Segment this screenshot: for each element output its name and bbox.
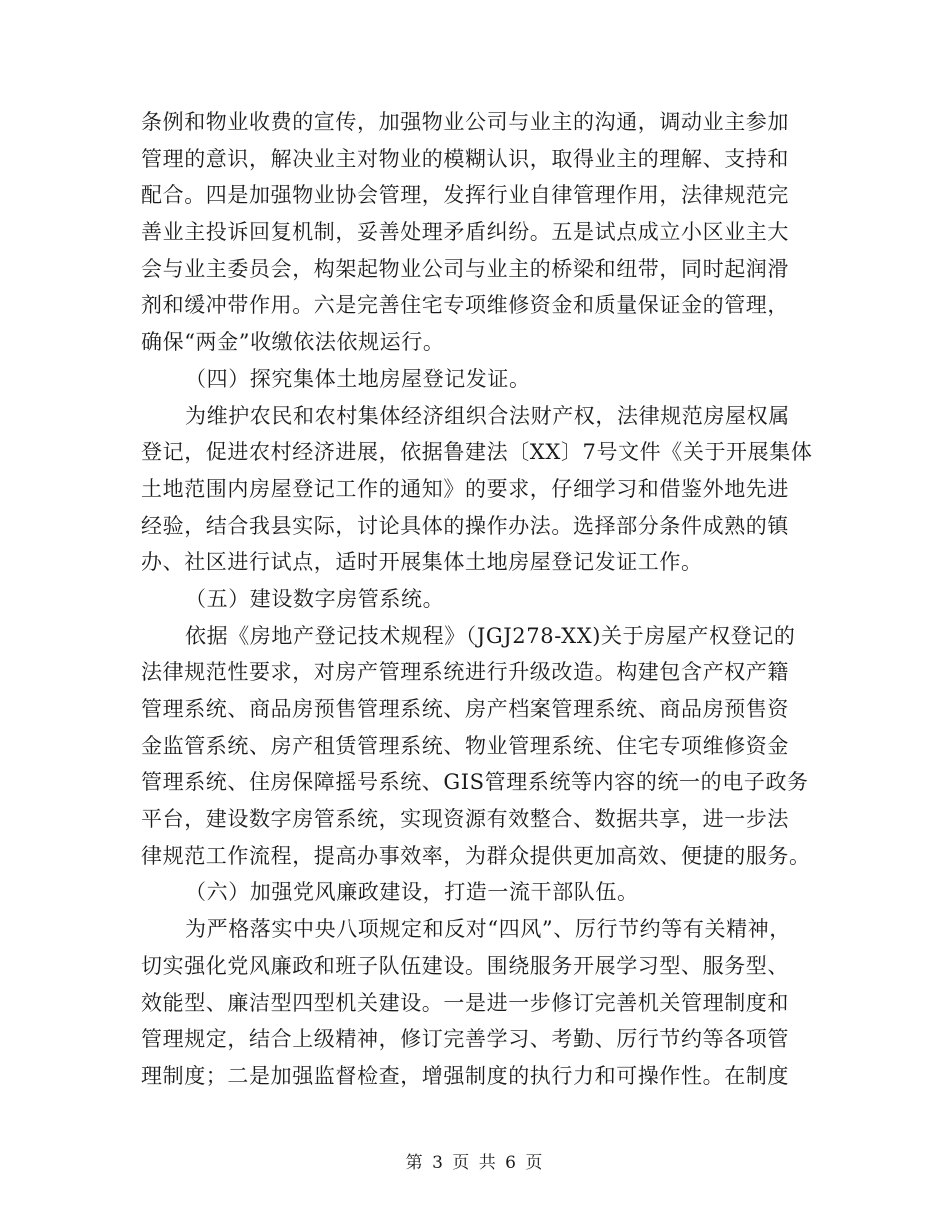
text-line: 律规范工作流程，提高办事效率，为群众提供更加高效、便捷的服务。 [141, 843, 811, 868]
text-line: 配合。四是加强物业协会管理，发挥行业自律管理作用，法律规范完 [141, 183, 789, 208]
text-line: 平台，建设数字房管系统，实现资源有效整合、数据共享，进一步法 [141, 807, 789, 832]
text-line: 登记，促进农村经济进展，依据鲁建法〔XX〕7号文件《关于开展集体 [141, 440, 813, 465]
text-line: （五）建设数字房管系统。 [185, 586, 445, 611]
text-line: 法律规范性要求，对房产管理系统进行升级改造。构建包含产权产籍 [141, 660, 789, 685]
document-body [141, 104, 813, 1095]
text-line: 剂和缓冲带作用。六是完善住宅专项维修资金和质量保证金的管理， [141, 293, 789, 318]
text-line: 条例和物业收费的宣传，加强物业公司与业主的沟通，调动业主参加 [141, 110, 789, 134]
text-line: 管理的意识，解决业主对物业的模糊认识，取得业主的理解、支持和 [141, 146, 789, 171]
text-line: （六）加强党风廉政建设，打造一流干部队伍。 [185, 880, 639, 905]
text-line: 效能型、廉洁型四型机关建设。一是进一步修订完善机关管理制度和 [141, 990, 789, 1015]
text-line: 为维护农民和农村集体经济组织合法财产权，法律规范房屋权属 [185, 403, 790, 428]
text-line: 会与业主委员会，构架起物业公司与业主的桥梁和纽带，同时起润滑 [141, 256, 789, 281]
text-line: （四）探究集体土地房屋登记发证。 [185, 366, 531, 391]
text-line: 经验，结合我县实际，讨论具体的操作办法。选择部分条件成熟的镇 [141, 513, 789, 538]
text-line: 管理规定，结合上级精神，修订完善学习、考勤、厉行节约等各项管 [141, 1027, 789, 1052]
text-line: 善业主投诉回复机制，妥善处理矛盾纠纷。五是试点成立小区业主大 [141, 220, 789, 245]
text-line: 金监管系统、房产租赁管理系统、物业管理系统、住宅专项维修资金 [141, 733, 789, 758]
text-line: 土地范围内房屋登记工作的通知》的要求，仔细学习和借鉴外地先进 [141, 476, 789, 501]
text-line: 管理系统、商品房预售管理系统、房产档案管理系统、商品房预售资 [141, 697, 789, 721]
text-line: 理制度；二是加强监督检查，增强制度的执行力和可操作性。在制度 [141, 1063, 789, 1088]
text-line: 办、社区进行试点，适时开展集体土地房屋登记发证工作。 [141, 550, 703, 575]
page-footer: 第 3 页 共 6 页 [405, 1153, 545, 1173]
text-line: 切实强化党风廉政和班子队伍建设。围绕服务开展学习型、服务型、 [141, 953, 789, 978]
text-line: 管理系统、住房保障摇号系统、GIS管理系统等内容的统一的电子政务 [141, 770, 809, 795]
text-line: 依据《房地产登记技术规程》（JGJ278-XX)关于房屋产权登记的 [185, 623, 796, 648]
text-line: 为严格落实中央八项规定和反对“四风”、厉行节约等有关精神， [185, 917, 791, 942]
text-line: 确保“两金”收缴依法依规运行。 [141, 330, 445, 355]
